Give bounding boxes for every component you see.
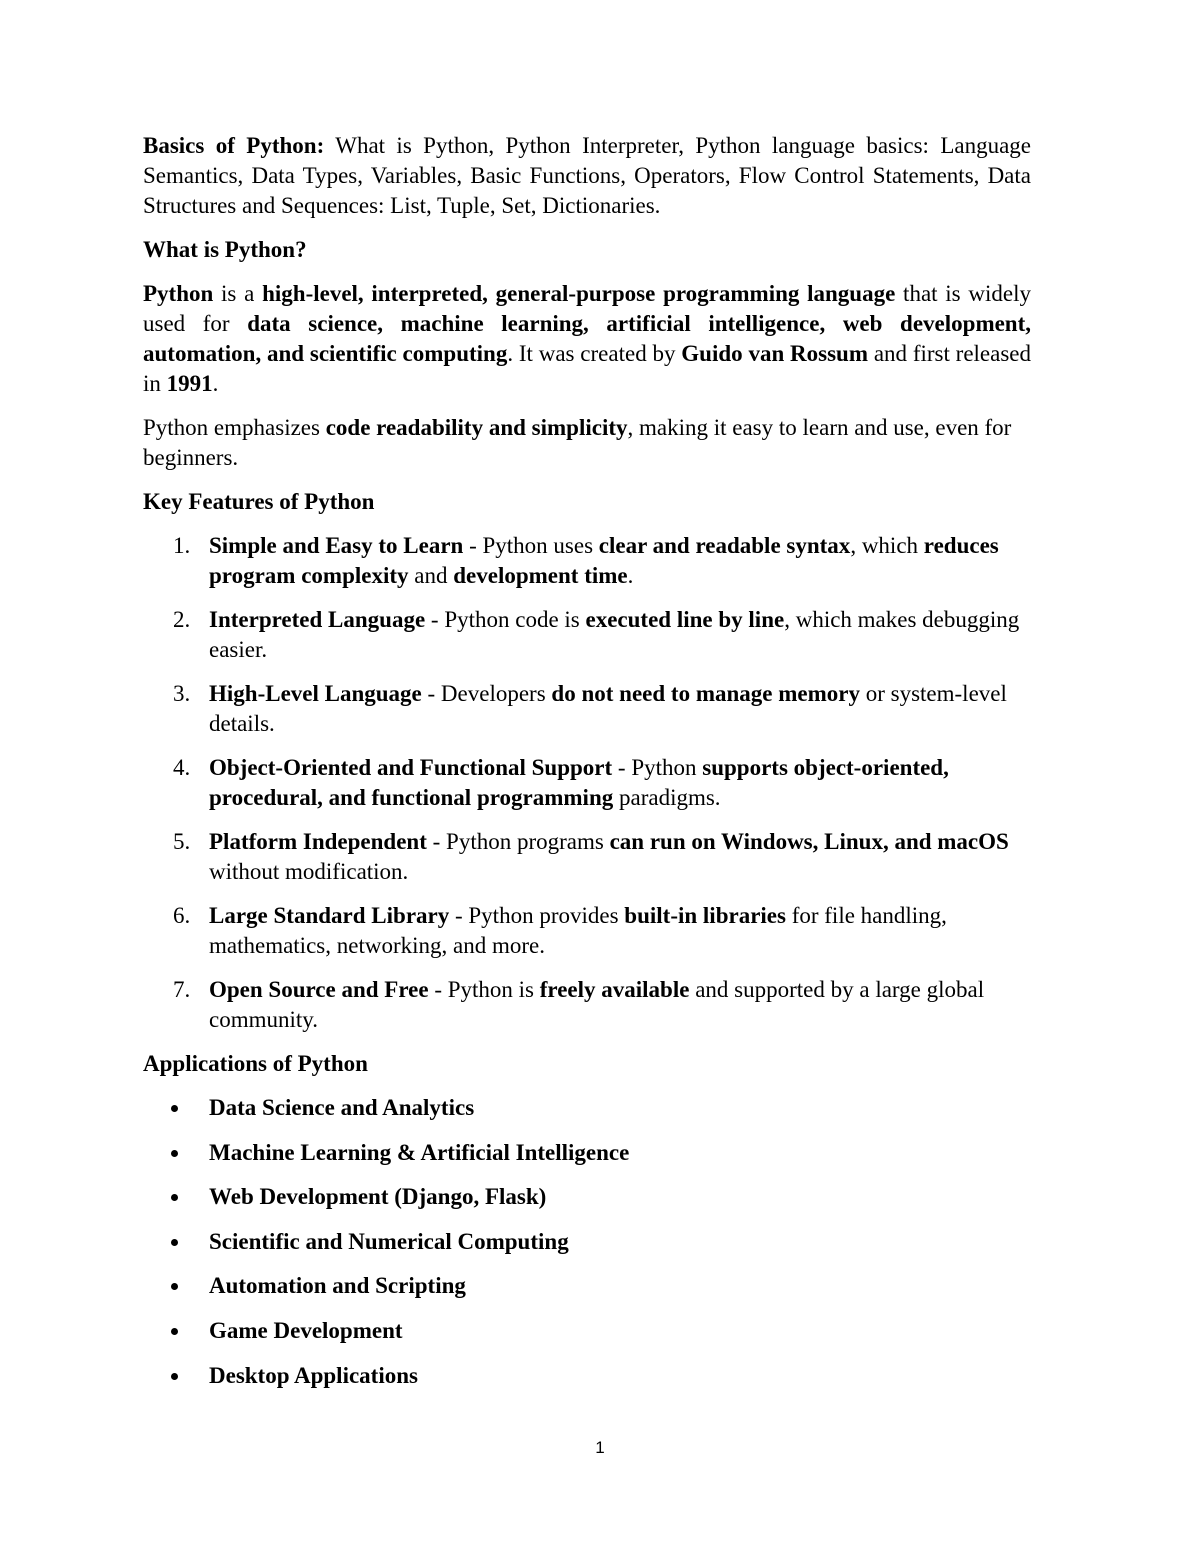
key-features-heading: Key Features of Python [143, 489, 375, 514]
text: . It was created by [507, 341, 682, 366]
application-label: Web Development (Django, Flask) [209, 1184, 547, 1210]
feature-item [143, 827, 1031, 887]
feature-number: 3. [173, 681, 191, 706]
bullet-icon [171, 1150, 178, 1157]
applications-list [143, 1093, 1031, 1391]
feature-item [143, 901, 1031, 961]
feature-text: - Python code is [425, 607, 586, 632]
text: . [212, 371, 219, 396]
application-label: Automation and Scripting [209, 1273, 466, 1299]
document-page [143, 131, 1031, 1405]
application-label: Machine Learning & Artificial Intelligence [209, 1139, 630, 1165]
application-item [143, 1227, 1031, 1257]
feature-bold-text: Large Standard Library [209, 903, 450, 928]
feature-text: without modification. [209, 859, 409, 884]
application-item [143, 1138, 1031, 1168]
bold-text: code readability and simplicity [325, 415, 628, 440]
feature-bold-text: reduces program complexity [209, 533, 999, 588]
feature-bold-text: can run on Windows, Linux, and macOS [609, 829, 1009, 854]
feature-text: - Developers [421, 681, 552, 706]
feature-text: for file handling, mathematics, networking, and more. [209, 903, 947, 958]
bold-text: high-level, interpreted, general-purpose programming language [262, 281, 896, 306]
feature-bold-text: do not need to manage memory [551, 681, 860, 706]
feature-text: . [627, 563, 634, 588]
feature-text: and supported by a large global community. [209, 977, 985, 1032]
feature-bold-text: executed line by line [585, 607, 785, 632]
application-label: Data Science and Analytics [209, 1095, 475, 1120]
feature-item [143, 679, 1031, 739]
feature-text: - Python provides [449, 903, 625, 928]
what-is-python-paragraph [143, 279, 1031, 399]
application-item [143, 1182, 1031, 1212]
feature-text: - Python is [428, 977, 540, 1002]
feature-number: 2. [173, 607, 191, 632]
bullet-icon [171, 1373, 178, 1380]
feature-number: 5. [173, 829, 191, 854]
key-features-list [143, 531, 1031, 1035]
feature-bold-text: clear and readable syntax [598, 533, 851, 558]
feature-bold-text: Interpreted Language [209, 607, 426, 632]
feature-number: 6. [173, 903, 191, 928]
feature-bold-text: Platform Independent [209, 829, 427, 854]
text: Python emphasizes [143, 415, 326, 440]
applications-heading: Applications of Python [143, 1051, 368, 1076]
application-label: Desktop Applications [209, 1362, 418, 1388]
feature-bold-text: built-in libraries [624, 903, 786, 928]
feature-bold-text: Open Source and Free [209, 977, 429, 1002]
feature-text: and [408, 563, 454, 588]
application-item [143, 1093, 1031, 1123]
feature-text: , which [850, 533, 924, 558]
feature-item [143, 605, 1031, 665]
feature-text: or system-level details. [209, 681, 1007, 736]
intro-lead: Basics of Python: [143, 133, 325, 158]
what-is-python-heading: What is Python? [143, 237, 307, 262]
bold-text: 1991 [166, 371, 213, 396]
bullet-icon [171, 1239, 178, 1246]
bullet-icon [171, 1328, 178, 1335]
feature-text: - Python programs [426, 829, 610, 854]
feature-text: - Python uses [463, 533, 599, 558]
bold-text: Python [143, 281, 214, 306]
text: and first released in [143, 341, 1032, 396]
text: is a [213, 281, 263, 306]
text: that is widely used for [143, 281, 1031, 336]
feature-number: 1. [173, 533, 191, 558]
intro-text: What is Python, Python Interpreter, Python language basics: Language Semantics, Data Types, Variables, Basic Functions, Operators, Flow Control Statements, Data Structures and Sequences: List, Tuple, Set, Dictionaries. [143, 133, 1031, 218]
bullet-icon [171, 1283, 178, 1290]
bullet-icon [171, 1105, 178, 1112]
application-label: Scientific and Numerical Computing [209, 1228, 569, 1254]
bold-text: data science, machine learning, artificial intelligence, web development, automation, and scientific computing [143, 311, 1032, 366]
feature-bold-text: freely available [539, 977, 690, 1002]
application-label: Game Development [209, 1317, 403, 1343]
application-item [143, 1271, 1031, 1301]
intro-paragraph [143, 131, 1031, 221]
bullet-icon [171, 1194, 178, 1201]
feature-bold-text: High-Level Language [209, 681, 422, 706]
feature-bold-text: Object-Oriented and Functional Support [209, 755, 613, 780]
readability-paragraph [143, 413, 1031, 473]
feature-text: , which makes debugging easier. [209, 607, 1020, 662]
application-item [143, 1361, 1031, 1391]
feature-number: 7. [173, 977, 191, 1002]
feature-item [143, 531, 1031, 591]
feature-number: 4. [173, 755, 191, 780]
text: , making it easy to learn and use, even for beginners. [143, 415, 1012, 470]
feature-item [143, 753, 1031, 813]
feature-bold-text: development time [453, 563, 628, 588]
feature-bold-text: Simple and Easy to Learn [209, 533, 464, 558]
feature-text: - Python [612, 755, 703, 780]
page-number: 1 [595, 1438, 605, 1457]
application-item [143, 1316, 1031, 1346]
feature-bold-text: supports object-oriented, procedural, and functional programming [209, 755, 949, 810]
feature-item [143, 975, 1031, 1035]
feature-text: paradigms. [613, 785, 721, 810]
bold-text: Guido van Rossum [681, 341, 869, 366]
